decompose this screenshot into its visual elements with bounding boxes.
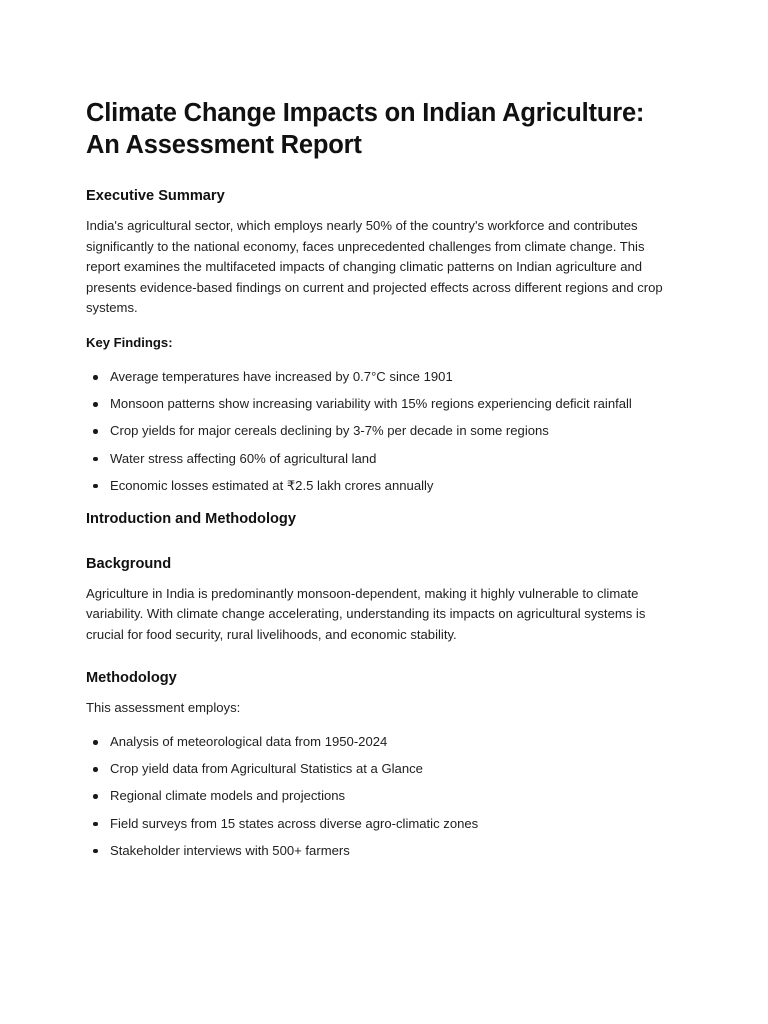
bullet-icon	[93, 767, 98, 772]
list-item	[86, 842, 682, 860]
key-findings-list	[86, 368, 682, 495]
bullet-icon	[93, 740, 98, 745]
list-item-text: Average temperatures have increased by 0.7°C since 1901	[110, 368, 453, 384]
list-item-text: Crop yield data from Agricultural Statistics at a Glance	[110, 761, 423, 777]
list-item-text: Monsoon patterns show increasing variability with 15% regions experiencing deficit rainfall	[110, 396, 632, 412]
bullet-icon	[93, 457, 98, 462]
introduction-heading: Introduction and Methodology	[86, 510, 296, 527]
background-heading: Background	[86, 555, 172, 572]
list-item	[86, 760, 682, 778]
list-item	[86, 815, 682, 833]
executive-summary-heading: Executive Summary	[86, 188, 225, 204]
list-item-text: Crop yields for major cereals declining by 3-7% per decade in some regions	[110, 423, 549, 439]
executive-summary-paragraph: India's agricultural sector, which employs nearly 50% of the country's workforce and contributes significantly to the national economy, faces unprecedented challenges from climate change. This report examines the multifaceted impacts of changing climatic patterns on Indian agriculture and presents evidence-based findings on current and projected effects across different regions and crop systems.	[86, 218, 663, 316]
bullet-icon	[93, 794, 98, 799]
list-item	[86, 733, 682, 751]
methodology-list	[86, 733, 682, 860]
list-item	[86, 450, 682, 468]
list-item	[86, 368, 682, 386]
list-item-text: Field surveys from 15 states across diverse agro-climatic zones	[110, 815, 479, 831]
bullet-icon	[93, 429, 98, 434]
list-item	[86, 422, 682, 440]
list-item-text: Analysis of meteorological data from 1950-2024	[110, 734, 388, 750]
list-item	[86, 477, 682, 495]
list-item-text: Economic losses estimated at ₹2.5 lakh crores annually	[110, 477, 434, 493]
list-item	[86, 395, 682, 413]
background-paragraph: Agriculture in India is predominantly monsoon-dependent, making it highly vulnerable to climate variability. With climate change accelerating, understanding its impacts on agricultural systems is crucial for food security, rural livelihoods, and economic stability.	[86, 585, 646, 642]
bullet-icon	[93, 849, 98, 854]
bullet-icon	[93, 484, 98, 489]
key-findings-label: Key Findings:	[86, 334, 173, 350]
bullet-icon	[93, 402, 98, 407]
document-title: Climate Change Impacts on Indian Agriculture: An Assessment Report	[86, 99, 645, 159]
methodology-intro: This assessment employs:	[86, 699, 241, 715]
methodology-heading: Methodology	[86, 669, 177, 686]
list-item-text: Stakeholder interviews with 500+ farmers	[110, 842, 350, 858]
bullet-icon	[93, 822, 98, 827]
list-item	[86, 787, 682, 805]
list-item-text: Regional climate models and projections	[110, 788, 346, 804]
bullet-icon	[93, 375, 98, 380]
list-item-text: Water stress affecting 60% of agricultural land	[110, 450, 377, 466]
